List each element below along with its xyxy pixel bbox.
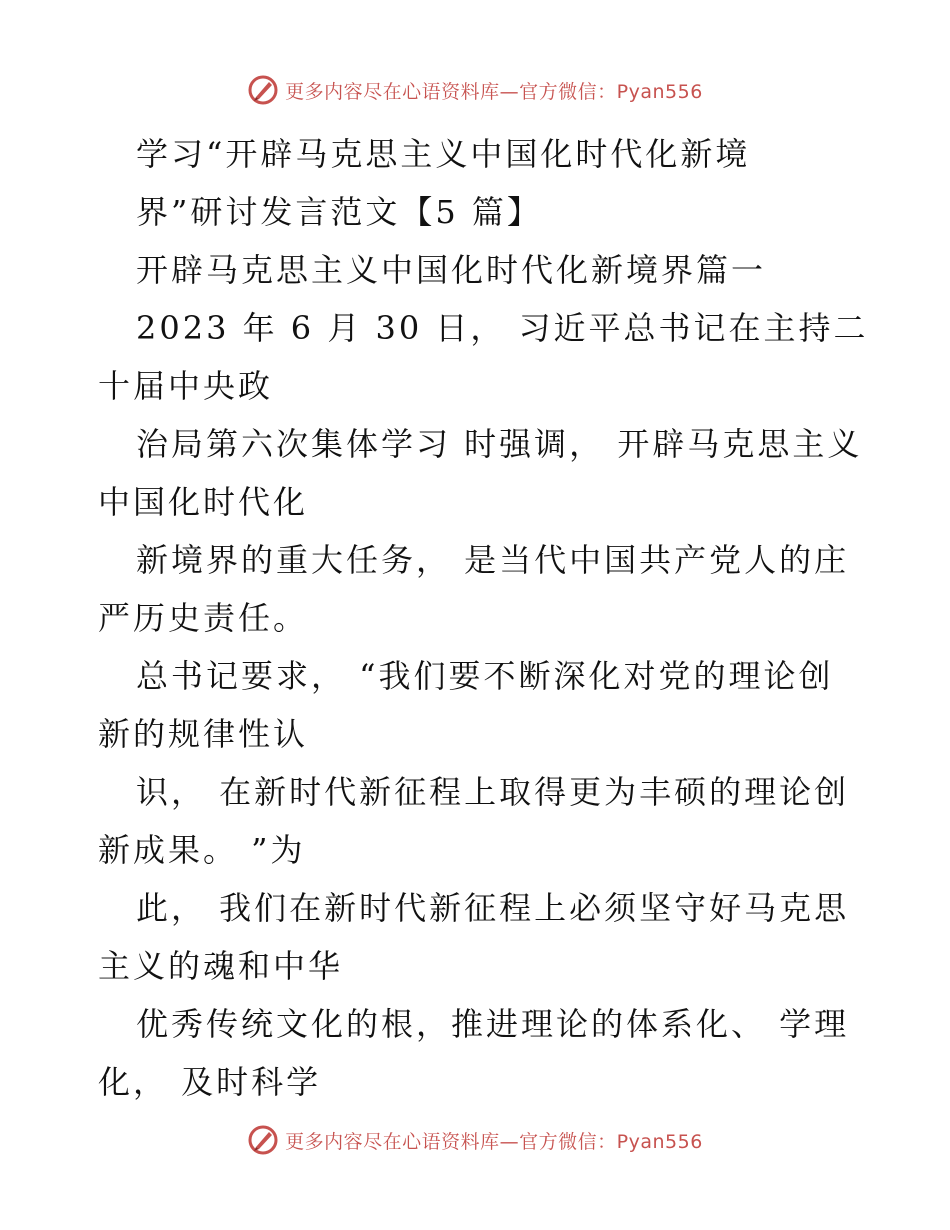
text-line: 十届中央政 xyxy=(98,367,274,405)
text-line: 界”研讨发言范文【5 篇】 xyxy=(136,193,542,231)
text-line: 学习“开辟马克思主义中国化时代化新境 xyxy=(136,135,751,173)
text-line: 识， 在新时代新征程上取得更为丰硕的理论创 xyxy=(136,773,850,811)
text-line: 总书记要求， “我们要不断深化对党的理论创 xyxy=(136,657,834,695)
text-line: 开辟马克思主义中国化时代化新境界篇一 xyxy=(136,251,767,289)
text-line: 新成果。 ”为 xyxy=(98,831,306,869)
text-line: 优秀传统文化的根，推进理论的体系化、 学理 xyxy=(136,1005,850,1043)
text-line: 化， 及时科学 xyxy=(98,1063,322,1101)
document-body xyxy=(98,125,869,1111)
text-line: 此， 我们在新时代新征程上必须坚守好马克思 xyxy=(136,889,850,927)
banner-text: 更多内容尽在心语资料库—官方微信：Pyan556 xyxy=(285,1130,703,1153)
text-line: 治局第六次集体学习 时强调， 开辟马克思主义 xyxy=(136,425,863,463)
banner-text: 更多内容尽在心语资料库—官方微信：Pyan556 xyxy=(285,80,703,103)
text-line: 新境界的重大任务， 是当代中国共产党人的庄 xyxy=(136,541,850,579)
quill-pen-logo-icon xyxy=(247,74,279,106)
text-line: 新的规律性认 xyxy=(98,715,309,753)
text-line: 中国化时代化 xyxy=(98,483,309,521)
text-line: 严历史责任。 xyxy=(98,599,309,637)
text-line: 2023 年 6 月 30 日， 习近平总书记在主持二 xyxy=(136,309,869,347)
footer-banner xyxy=(0,1120,950,1160)
quill-pen-logo-icon xyxy=(247,1124,279,1156)
header-banner xyxy=(0,70,950,110)
text-line: 主义的魂和中华 xyxy=(98,947,344,985)
